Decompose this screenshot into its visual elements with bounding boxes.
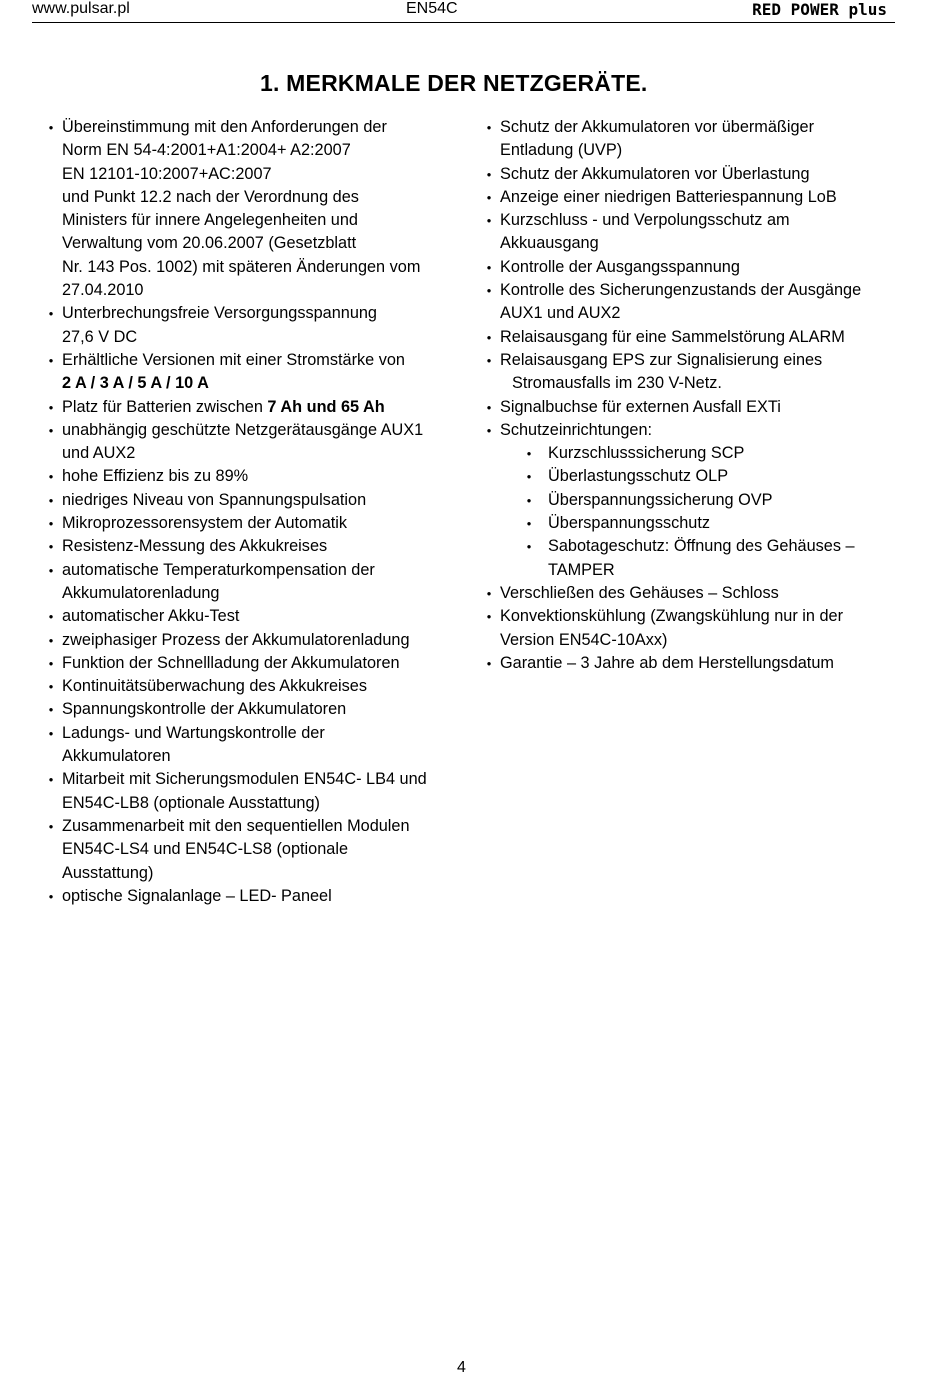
bullet-icon: ● bbox=[486, 402, 492, 412]
item-line: Überlastungsschutz OLP bbox=[548, 467, 729, 486]
item-line: Zusammenarbeit mit den sequentiellen Modulen bbox=[62, 816, 410, 835]
list-item bbox=[482, 116, 902, 163]
bullet-icon: ● bbox=[486, 425, 492, 435]
item-line: Entladung (UVP) bbox=[500, 141, 623, 160]
item-line: Verwaltung vom 20.06.2007 (Gesetzblatt bbox=[62, 234, 357, 253]
section-title: 1. MERKMALE DER NETZGERÄTE. bbox=[260, 70, 648, 96]
item-line: Schutz der Akkumulatoren vor Überlastung bbox=[500, 164, 810, 183]
item-line: niedriges Niveau von Spannungspulsation bbox=[62, 490, 367, 509]
item-line: automatischer Akku-Test bbox=[62, 607, 240, 626]
bullet-icon: ● bbox=[48, 565, 54, 575]
bullet-icon: ● bbox=[48, 355, 54, 365]
item-line: optische Signalanlage – LED- Paneel bbox=[62, 886, 332, 905]
bullet-icon: ● bbox=[48, 425, 54, 435]
list-item bbox=[482, 605, 902, 652]
page-number: 4 bbox=[457, 1359, 466, 1376]
bullet-icon: ● bbox=[48, 472, 54, 482]
item-line: Akkumulatorenladung bbox=[62, 583, 220, 602]
bullet-icon: ● bbox=[48, 495, 54, 505]
list-item bbox=[44, 396, 464, 419]
bullet-icon: ● bbox=[486, 216, 492, 226]
item-line: Kurzschluss - und Verpolungsschutz am bbox=[500, 211, 790, 230]
item-line: Verschließen des Gehäuses – Schloss bbox=[500, 583, 779, 602]
bullet-icon: ● bbox=[486, 355, 492, 365]
list-item bbox=[482, 186, 902, 209]
bullet-icon: ● bbox=[486, 123, 492, 132]
bullet-icon: ● bbox=[48, 123, 54, 132]
item-line: Unterbrechungsfreie Versorgungsspannung bbox=[62, 304, 377, 323]
list-item bbox=[44, 349, 464, 396]
features-list-right bbox=[482, 116, 902, 675]
item-line: Überspannungssicherung OVP bbox=[548, 490, 773, 509]
item-line: zweiphasiger Prozess der Akkumulatorenladung bbox=[62, 630, 410, 649]
item-line: AUX1 und AUX2 bbox=[500, 304, 621, 323]
item-line: Kontinuitätsüberwachung des Akkukreises bbox=[62, 677, 368, 696]
list-item bbox=[44, 768, 464, 815]
header-product: RED POWER plus bbox=[752, 0, 887, 19]
item-line: und Punkt 12.2 nach der Verordnung des bbox=[62, 187, 359, 206]
item-line: Version EN54C-10Axx) bbox=[500, 630, 668, 649]
item-line: automatische Temperaturkompensation der bbox=[62, 560, 375, 579]
bullet-icon: ● bbox=[526, 542, 532, 552]
bullet-icon: ● bbox=[486, 286, 492, 296]
bullet-icon: ● bbox=[48, 775, 54, 785]
item-line: Relaisausgang für eine Sammelstörung ALARM bbox=[500, 327, 845, 346]
item-line: Kontrolle des Sicherungenzustands der Ausgänge bbox=[500, 281, 862, 300]
list-item bbox=[44, 535, 464, 558]
bullet-icon: ● bbox=[48, 682, 54, 692]
item-line: Nr. 143 Pos. 1002) mit späteren Änderungen vom bbox=[62, 257, 421, 276]
sub-list-item bbox=[482, 465, 902, 488]
bullet-icon: ● bbox=[48, 705, 54, 715]
item-line: Sabotageschutz: Öffnung des Gehäuses – bbox=[548, 537, 855, 556]
bullet-icon: ● bbox=[486, 169, 492, 179]
header-website: www.pulsar.pl bbox=[32, 0, 130, 17]
item-line: Resistenz-Messung des Akkukreises bbox=[62, 537, 328, 556]
item-line: 27.04.2010 bbox=[62, 281, 144, 300]
bullet-icon: ● bbox=[48, 542, 54, 552]
item-line: Ministers für innere Angelegenheiten und bbox=[62, 211, 358, 230]
item-line: Akkumulatoren bbox=[62, 747, 171, 766]
item-line: Akkuausgang bbox=[500, 234, 599, 253]
item-line: Funktion der Schnellladung der Akkumulatoren bbox=[62, 653, 400, 672]
item-line: Überspannungsschutz bbox=[548, 514, 711, 533]
item-line: Erhältliche Versionen mit einer Stromstärke von bbox=[62, 350, 405, 369]
bullet-icon: ● bbox=[48, 309, 54, 319]
item-line: Konvektionskühlung (Zwangskühlung nur in der bbox=[500, 607, 844, 626]
page-header bbox=[32, 0, 895, 23]
bullet-icon: ● bbox=[48, 728, 54, 738]
item-line: Übereinstimmung mit den Anforderungen der bbox=[62, 118, 387, 136]
item-line: Stromausfalls im 230 V-Netz. bbox=[512, 374, 722, 393]
bullet-icon: ● bbox=[486, 658, 492, 668]
item-line: Spannungskontrolle der Akkumulatoren bbox=[62, 700, 347, 719]
item-line: unabhängig geschützte Netzgerätausgänge AUX1 bbox=[62, 420, 424, 439]
bullet-icon: ● bbox=[48, 402, 54, 412]
list-item bbox=[482, 396, 902, 419]
header-model: EN54C bbox=[406, 0, 458, 17]
list-item bbox=[44, 815, 464, 885]
bullet-icon: ● bbox=[48, 658, 54, 668]
list-item bbox=[482, 256, 902, 279]
sub-list-item bbox=[482, 442, 902, 465]
list-item bbox=[44, 652, 464, 675]
bullet-icon: ● bbox=[48, 519, 54, 529]
list-item bbox=[482, 419, 902, 442]
bullet-icon: ● bbox=[48, 891, 54, 901]
item-line: 2 A / 3 A / 5 A / 10 A bbox=[62, 374, 209, 393]
bullet-icon: ● bbox=[48, 821, 54, 831]
item-line: EN 12101-10:2007+AC:2007 bbox=[62, 164, 272, 183]
list-item bbox=[482, 209, 902, 256]
list-item bbox=[482, 279, 902, 326]
item-line: Ausstattung) bbox=[62, 863, 154, 882]
list-item bbox=[482, 652, 902, 675]
item-text: Platz für Batterien zwischen bbox=[62, 397, 268, 416]
list-item bbox=[44, 419, 464, 466]
item-line: EN54C-LB8 (optionale Ausstattung) bbox=[62, 793, 320, 812]
item-line: Norm EN 54-4:2001+A1:2004+ A2:2007 bbox=[62, 141, 351, 160]
list-item bbox=[482, 163, 902, 186]
bullet-icon: ● bbox=[486, 588, 492, 598]
list-item bbox=[44, 465, 464, 488]
item-line: Schutzeinrichtungen: bbox=[500, 420, 653, 439]
list-item bbox=[44, 675, 464, 698]
item-line: Ladungs- und Wartungskontrolle der bbox=[62, 723, 325, 742]
bullet-icon: ● bbox=[486, 332, 492, 342]
sub-list-item bbox=[482, 512, 902, 535]
item-line: Kurzschlusssicherung SCP bbox=[548, 444, 745, 463]
list-item bbox=[44, 489, 464, 512]
item-line: Mitarbeit mit Sicherungsmodulen EN54C- LB4 und bbox=[62, 770, 427, 789]
item-line: Signalbuchse für externen Ausfall EXTi bbox=[500, 397, 781, 416]
item-line: Garantie – 3 Jahre ab dem Herstellungsdatum bbox=[500, 653, 834, 672]
bullet-icon: ● bbox=[48, 635, 54, 645]
item-line: TAMPER bbox=[548, 560, 615, 579]
bullet-icon: ● bbox=[526, 519, 532, 529]
bullet-icon: ● bbox=[486, 192, 492, 202]
item-line: hohe Effizienz bis zu 89% bbox=[62, 467, 249, 486]
item-line: Mikroprozessorensystem der Automatik bbox=[62, 514, 348, 533]
list-item bbox=[44, 512, 464, 535]
list-item bbox=[44, 722, 464, 769]
item-line: Schutz der Akkumulatoren vor übermäßiger bbox=[500, 118, 815, 136]
item-line: EN54C-LS4 und EN54C-LS8 (optionale bbox=[62, 840, 348, 859]
bullet-icon: ● bbox=[486, 262, 492, 272]
item-line: 27,6 V DC bbox=[62, 327, 138, 346]
list-item bbox=[44, 885, 464, 908]
item-line: Relaisausgang EPS zur Signalisierung eines bbox=[500, 350, 823, 369]
bullet-icon: ● bbox=[526, 472, 532, 482]
bullet-icon: ● bbox=[526, 495, 532, 505]
sub-list-item bbox=[482, 535, 902, 582]
item-text-bold: 7 Ah und 65 Ah bbox=[267, 397, 385, 416]
list-item bbox=[44, 629, 464, 652]
features-list-left bbox=[44, 116, 464, 908]
sub-list-item bbox=[482, 489, 902, 512]
list-item bbox=[482, 349, 902, 396]
list-item bbox=[44, 302, 464, 349]
bullet-icon: ● bbox=[486, 612, 492, 622]
list-item bbox=[44, 559, 464, 606]
list-item bbox=[482, 582, 902, 605]
bullet-icon: ● bbox=[48, 612, 54, 622]
item-line: Anzeige einer niedrigen Batteriespannung LoB bbox=[500, 187, 837, 206]
list-item bbox=[44, 698, 464, 721]
list-item bbox=[44, 605, 464, 628]
item-line: und AUX2 bbox=[62, 444, 136, 463]
list-item bbox=[44, 116, 464, 302]
bullet-icon: ● bbox=[526, 449, 532, 459]
list-item bbox=[482, 326, 902, 349]
item-line: Kontrolle der Ausgangsspannung bbox=[500, 257, 740, 276]
